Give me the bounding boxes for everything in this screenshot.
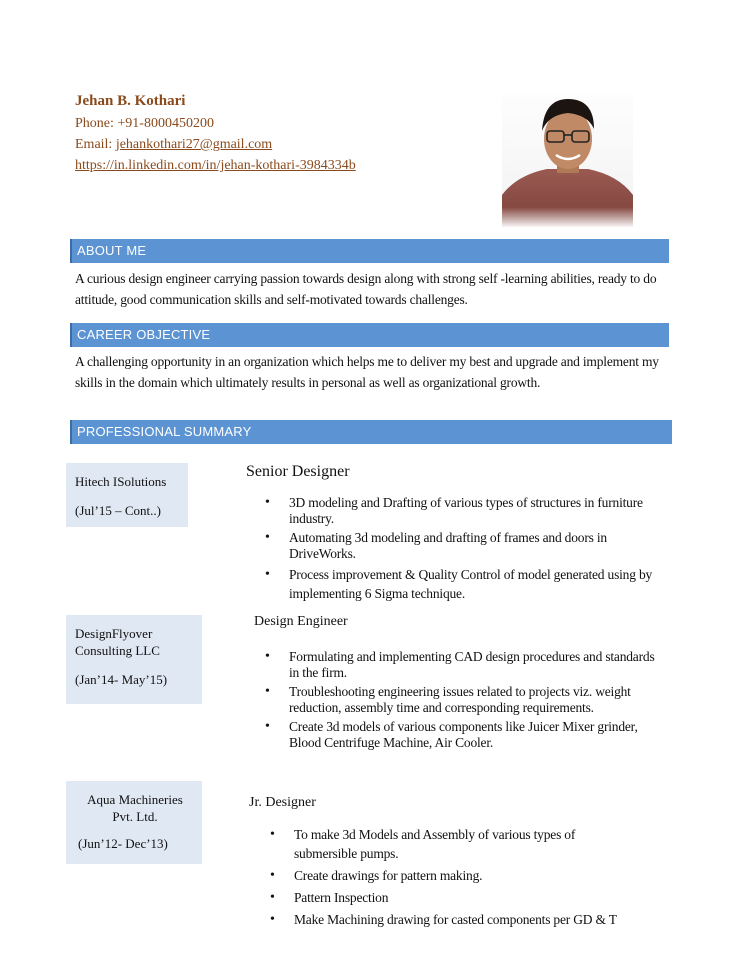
company-box bbox=[66, 781, 202, 864]
job-title: Senior Designer bbox=[246, 463, 350, 480]
list-item: • Create 3d models of various components like Juicer Mixer grinder, Blood Centrifuge Machine, Air Cooler. bbox=[265, 719, 660, 751]
about-me-header: ABOUT ME bbox=[70, 239, 669, 263]
job-bullets bbox=[265, 495, 660, 606]
list-item: • 3D modeling and Drafting of various types of structures in furniture industry. bbox=[265, 495, 660, 527]
company-box bbox=[66, 463, 188, 527]
email-link[interactable]: jehankothari27@gmail.com bbox=[115, 137, 273, 152]
job-title: Jr. Designer bbox=[249, 795, 316, 810]
list-item: • Automating 3d modeling and drafting of frames and doors in DriveWorks. bbox=[265, 530, 660, 562]
email-label: Email: bbox=[75, 137, 116, 152]
job-bullets bbox=[265, 649, 660, 754]
list-item: • To make 3d Models and Assembly of various types of submersible pumps. bbox=[270, 825, 629, 863]
candidate-name: Jehan B. Kothari bbox=[75, 93, 186, 109]
profile-photo bbox=[502, 95, 633, 227]
linkedin-line bbox=[75, 157, 356, 175]
career-objective-header: CAREER OBJECTIVE bbox=[70, 323, 669, 347]
employment-dates: (Jun’12- Dec’13) bbox=[78, 836, 168, 851]
email-line bbox=[75, 136, 272, 154]
career-objective-text: A challenging opportunity in an organization which helps me to deliver my best and upgrade and implement my skills in the domain which ultimately results in personal as well as organizational growth. bbox=[75, 354, 659, 390]
employment-dates: (Jan’14- May’15) bbox=[75, 672, 168, 687]
professional-summary-header: PROFESSIONAL SUMMARY bbox=[70, 420, 672, 444]
company-name: DesignFlyover Consulting LLC bbox=[75, 626, 160, 658]
about-me-text: A curious design engineer carrying passion towards design along with strong self -learning abilities, ready to do attitude, good communication skills and self-motivated towards challenges. bbox=[75, 271, 657, 307]
list-item: • Formulating and implementing CAD design procedures and standards in the firm. bbox=[265, 649, 660, 681]
job-title: Design Engineer bbox=[254, 614, 348, 629]
list-item: • Troubleshooting engineering issues related to projects viz. weight reduction, assembly time and corresponding requirements. bbox=[265, 684, 660, 716]
phone-text: Phone: +91-8000450200 bbox=[75, 116, 214, 131]
company-name: Aqua Machineries Pvt. Ltd. bbox=[87, 792, 183, 824]
list-item: • Pattern Inspection bbox=[270, 888, 665, 907]
company-box bbox=[66, 615, 202, 704]
list-item: • Make Machining drawing for casted components per GD & T bbox=[270, 910, 665, 929]
job-bullets bbox=[270, 825, 665, 932]
list-item: • Process improvement & Quality Control of model generated using by implementing 6 Sigma technique. bbox=[265, 565, 660, 603]
linkedin-link[interactable]: https://in.linkedin.com/in/jehan-kothari-3984334b bbox=[75, 158, 356, 173]
profile-photo-illustration bbox=[502, 95, 633, 227]
list-item: • Create drawings for pattern making. bbox=[270, 866, 665, 885]
employment-dates: (Jul’15 – Cont..) bbox=[75, 503, 161, 518]
company-name: Hitech ISolutions bbox=[75, 474, 167, 489]
